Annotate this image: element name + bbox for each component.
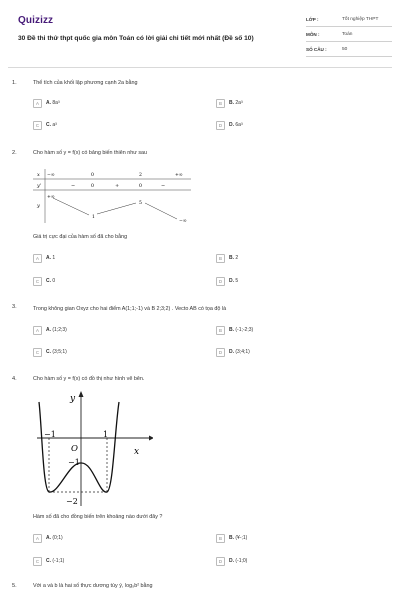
option-letter-box: D [216,348,225,357]
meta-key: SỐ CÂU : [306,47,327,52]
meta-key: LỚP : [306,17,319,22]
question-text: Hàm số đã cho đồng biến trên khoảng nào dưới đây ? [33,514,163,520]
variation-table [33,167,193,225]
option-text: 2 [235,255,239,262]
table-y-value: 1 [92,215,95,220]
option-prefix: D. [229,349,234,356]
table-zero: 0 [91,184,94,189]
page-title: 30 Đề thi thử thpt quốc gia môn Toán có lời giải chi tiết mới nhất (Đề số 10) [18,35,254,42]
tick-label: −1 [44,430,56,439]
option-text: (¥-;1) [235,535,248,542]
option-letter-box: C [33,348,42,357]
table-arrow [97,203,136,214]
option-prefix: D. [229,278,234,285]
table-sign: + [115,183,120,189]
question-number: 3. [12,304,17,310]
option-letter-box: C [33,277,42,286]
table-x-value: −∞ [47,173,55,178]
question-text: Với a và b là hai số thực dương tùy ý, log₅b² bằng [33,583,153,589]
x-axis-label: x [134,447,140,457]
option-prefix: B. [229,535,234,542]
option-prefix: D. [229,558,234,565]
option-text: a³ [52,122,57,129]
table-y-value: +∞ [47,195,55,200]
option-prefix: A. [46,327,51,334]
table-arrow [53,198,89,215]
option-prefix: C. [46,278,51,285]
option-text: (-1;1) [52,558,65,565]
option-text: (-1;0) [235,558,248,565]
table-x-value: 2 [139,173,142,178]
meta-row-subject [306,29,392,42]
origin-label: O [71,444,78,454]
option-letter-box: A [33,326,42,335]
question-text: Thể tích của khối lập phương cạnh 2a bằng [33,80,138,86]
function-graph [33,388,153,508]
x-axis-arrow [149,436,153,441]
option-letter-box: A [33,534,42,543]
question-number: 1. [12,80,17,86]
question-text: Cho hàm số y = f(x) có bảng biến thiên như sau [33,150,148,156]
table-y-label: y [37,203,40,209]
meta-value: 50 [342,47,348,52]
question-number: 4. [12,376,17,382]
option-prefix: B. [229,255,234,262]
tick-label: 1 [103,430,109,439]
option-prefix: A. [46,100,51,107]
question-text: Trong không gian Oxyz cho hai điểm A(1;1;-1) và B 2;3;2) . Vecto AB có tọa độ là [33,306,227,312]
table-x-value: +∞ [175,173,183,178]
meta-value: Tốt nghiệp THPT [342,17,379,22]
option-text: (1;2;3) [52,327,67,334]
option-letter-box: D [216,557,225,566]
option-prefix: A. [46,535,51,542]
tick-label: −2 [66,497,78,506]
question-number: 5. [12,583,17,589]
option-prefix: A. [46,255,51,262]
quiz-header [8,10,392,68]
option-text: (3;5;1) [52,349,67,356]
table-sign: − [161,183,166,189]
table-x-label: x [37,172,40,178]
option-prefix: D. [229,122,234,129]
option-letter-box: A [33,254,42,263]
table-y-value: −∞ [179,219,187,224]
option-letter-box: D [216,277,225,286]
option-prefix: C. [46,122,51,129]
table-sign: − [71,183,76,189]
y-axis-arrow [79,391,84,397]
option-letter-box: A [33,99,42,108]
option-text: 1 [52,255,56,262]
meta-value: Toán [342,32,353,37]
option-letter-box: D [216,121,225,130]
meta-row-class [306,14,392,27]
table-arrow [145,203,177,219]
question-text: Cho hàm số y = f(x) có đồ thị như hình vẽ bên. [33,376,145,382]
table-zero: 0 [139,184,142,189]
option-text: (0;1) [52,535,63,542]
tick-label: −1 [68,458,80,467]
option-text: 6a³ [235,122,243,129]
meta-row-count [306,44,392,57]
option-prefix: C. [46,558,51,565]
option-letter-box: B [216,326,225,335]
meta-key: MÔN : [306,32,320,37]
option-prefix: B. [229,327,234,334]
option-prefix: B. [229,100,234,107]
table-yprime-label: y' [37,183,42,189]
option-text: 8a³ [52,100,60,107]
option-text: 2a³ [235,100,243,107]
table-y-value: 5 [139,201,142,206]
question-text: Giá trị cực đại của hàm số đã cho bằng [33,234,128,240]
option-letter-box: B [216,99,225,108]
y-axis-label: y [70,394,76,404]
option-letter-box: C [33,557,42,566]
table-x-value: 0 [91,173,94,178]
option-text: 5 [235,278,239,285]
question-number: 2. [12,150,17,156]
option-text: 0 [52,278,56,285]
option-letter-box: C [33,121,42,130]
option-text: (3;4;1) [235,349,250,356]
option-letter-box: B [216,534,225,543]
option-prefix: C. [46,349,51,356]
option-letter-box: B [216,254,225,263]
option-text: (-1;-2;3) [235,327,254,334]
quizizz-logo: Quizizz [18,15,54,26]
